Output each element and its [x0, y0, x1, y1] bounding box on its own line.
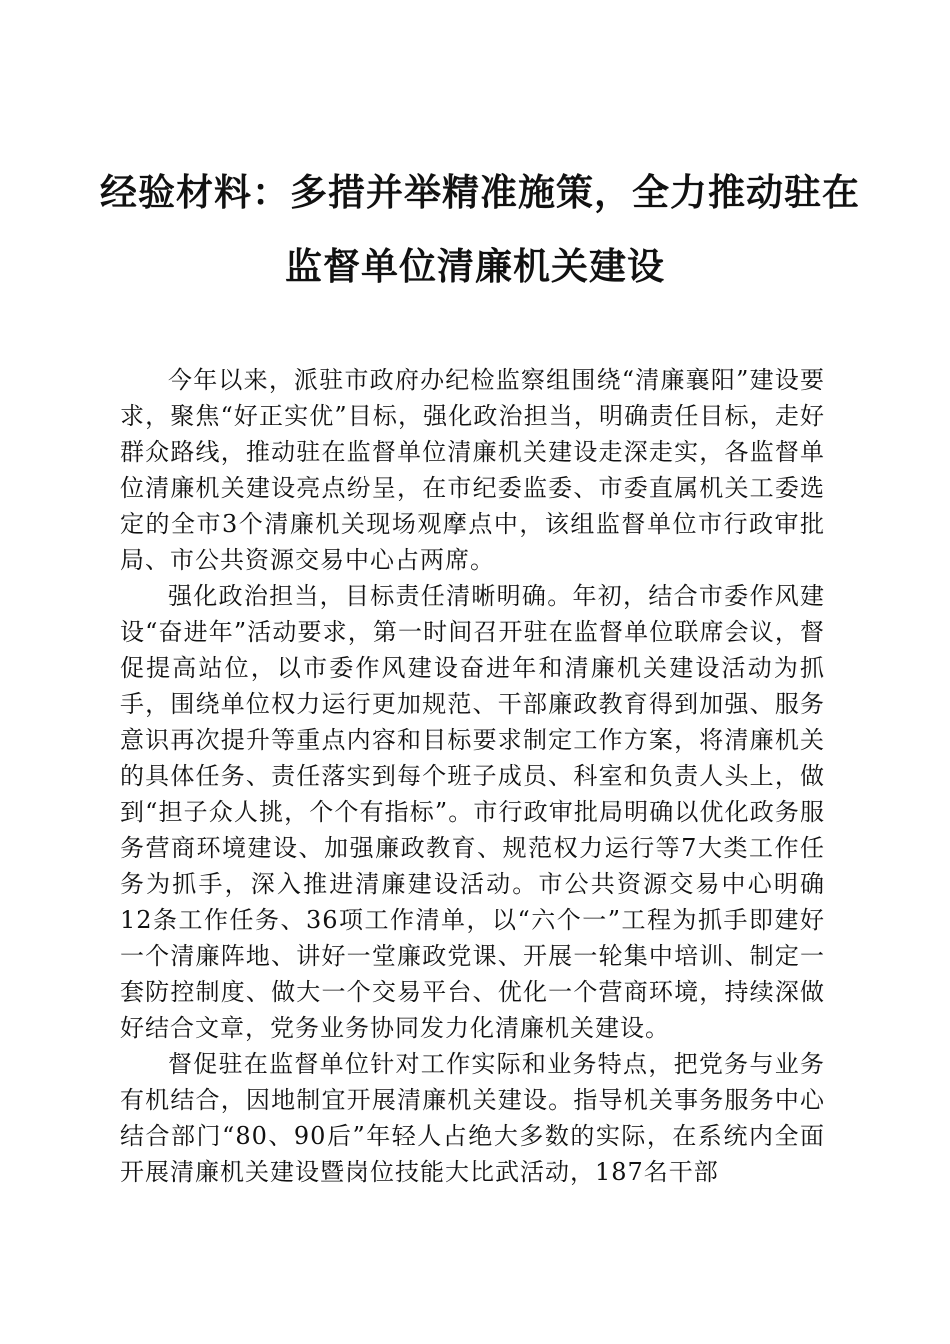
- document-title: [100, 168, 860, 316]
- paragraph-3: 督促驻在监督单位针对工作实际和业务特点，把党务与业务有机结合，因地制宜开展清廉机关建设。指导机关事务服务中心结合部门“80、90后”年轻人占绝大多数的实际，在系统内全面开展清廉机关建设暨岗位技能大比武活动，187名干部: [120, 1050, 825, 1186]
- paragraph-2: 强化政治担当，目标责任清晰明确。年初，结合市委作风建设“奋进年”活动要求，第一时间召开驻在监督单位联席会议，督促提高站位，以市委作风建设奋进年和清廉机关建设活动为抓手，围绕单位权力运行更加规范、干部廉政教育得到加强、服务意识再次提升等重点内容和目标要求制定工作方案，将清廉机关的具体任务、责任落实到每个班子成员、科室和负责人头上，做到“担子众人挑，个个有指标”。市行政审批局明确以优化政务服务营商环境建设、加强廉政教育、规范权力运行等7大类工作任务为抓手，深入推进清廉建设活动。市公共资源交易中心明确12条工作任务、36项工作清单，以“六个一”工程为抓手即建好一个清廉阵地、讲好一堂廉政党课、开展一轮集中培训、制定一套防控制度、做大一个交易平台、优化一个营商环境，持续深做好结合文章，党务业务协同发力化清廉机关建设。: [120, 582, 825, 1042]
- title-line-1: 经验材料：多措并举精准施策，全力推动驻在: [100, 171, 860, 214]
- title-line-2: 监督单位清廉机关建设: [285, 245, 665, 288]
- paragraph-1: 今年以来，派驻市政府办纪检监察组围绕“清廉襄阳”建设要求，聚焦“好正实优”目标，强化政治担当，明确责任目标，走好群众路线，推动驻在监督单位清廉机关建设走深走实，各监督单位清廉机关建设亮点纷呈，在市纪委监委、市委直属机关工委选定的全市3个清廉机关现场观摩点中，该组监督单位市行政审批局、市公共资源交易中心占两席。: [120, 366, 825, 574]
- document-body: [120, 362, 825, 1190]
